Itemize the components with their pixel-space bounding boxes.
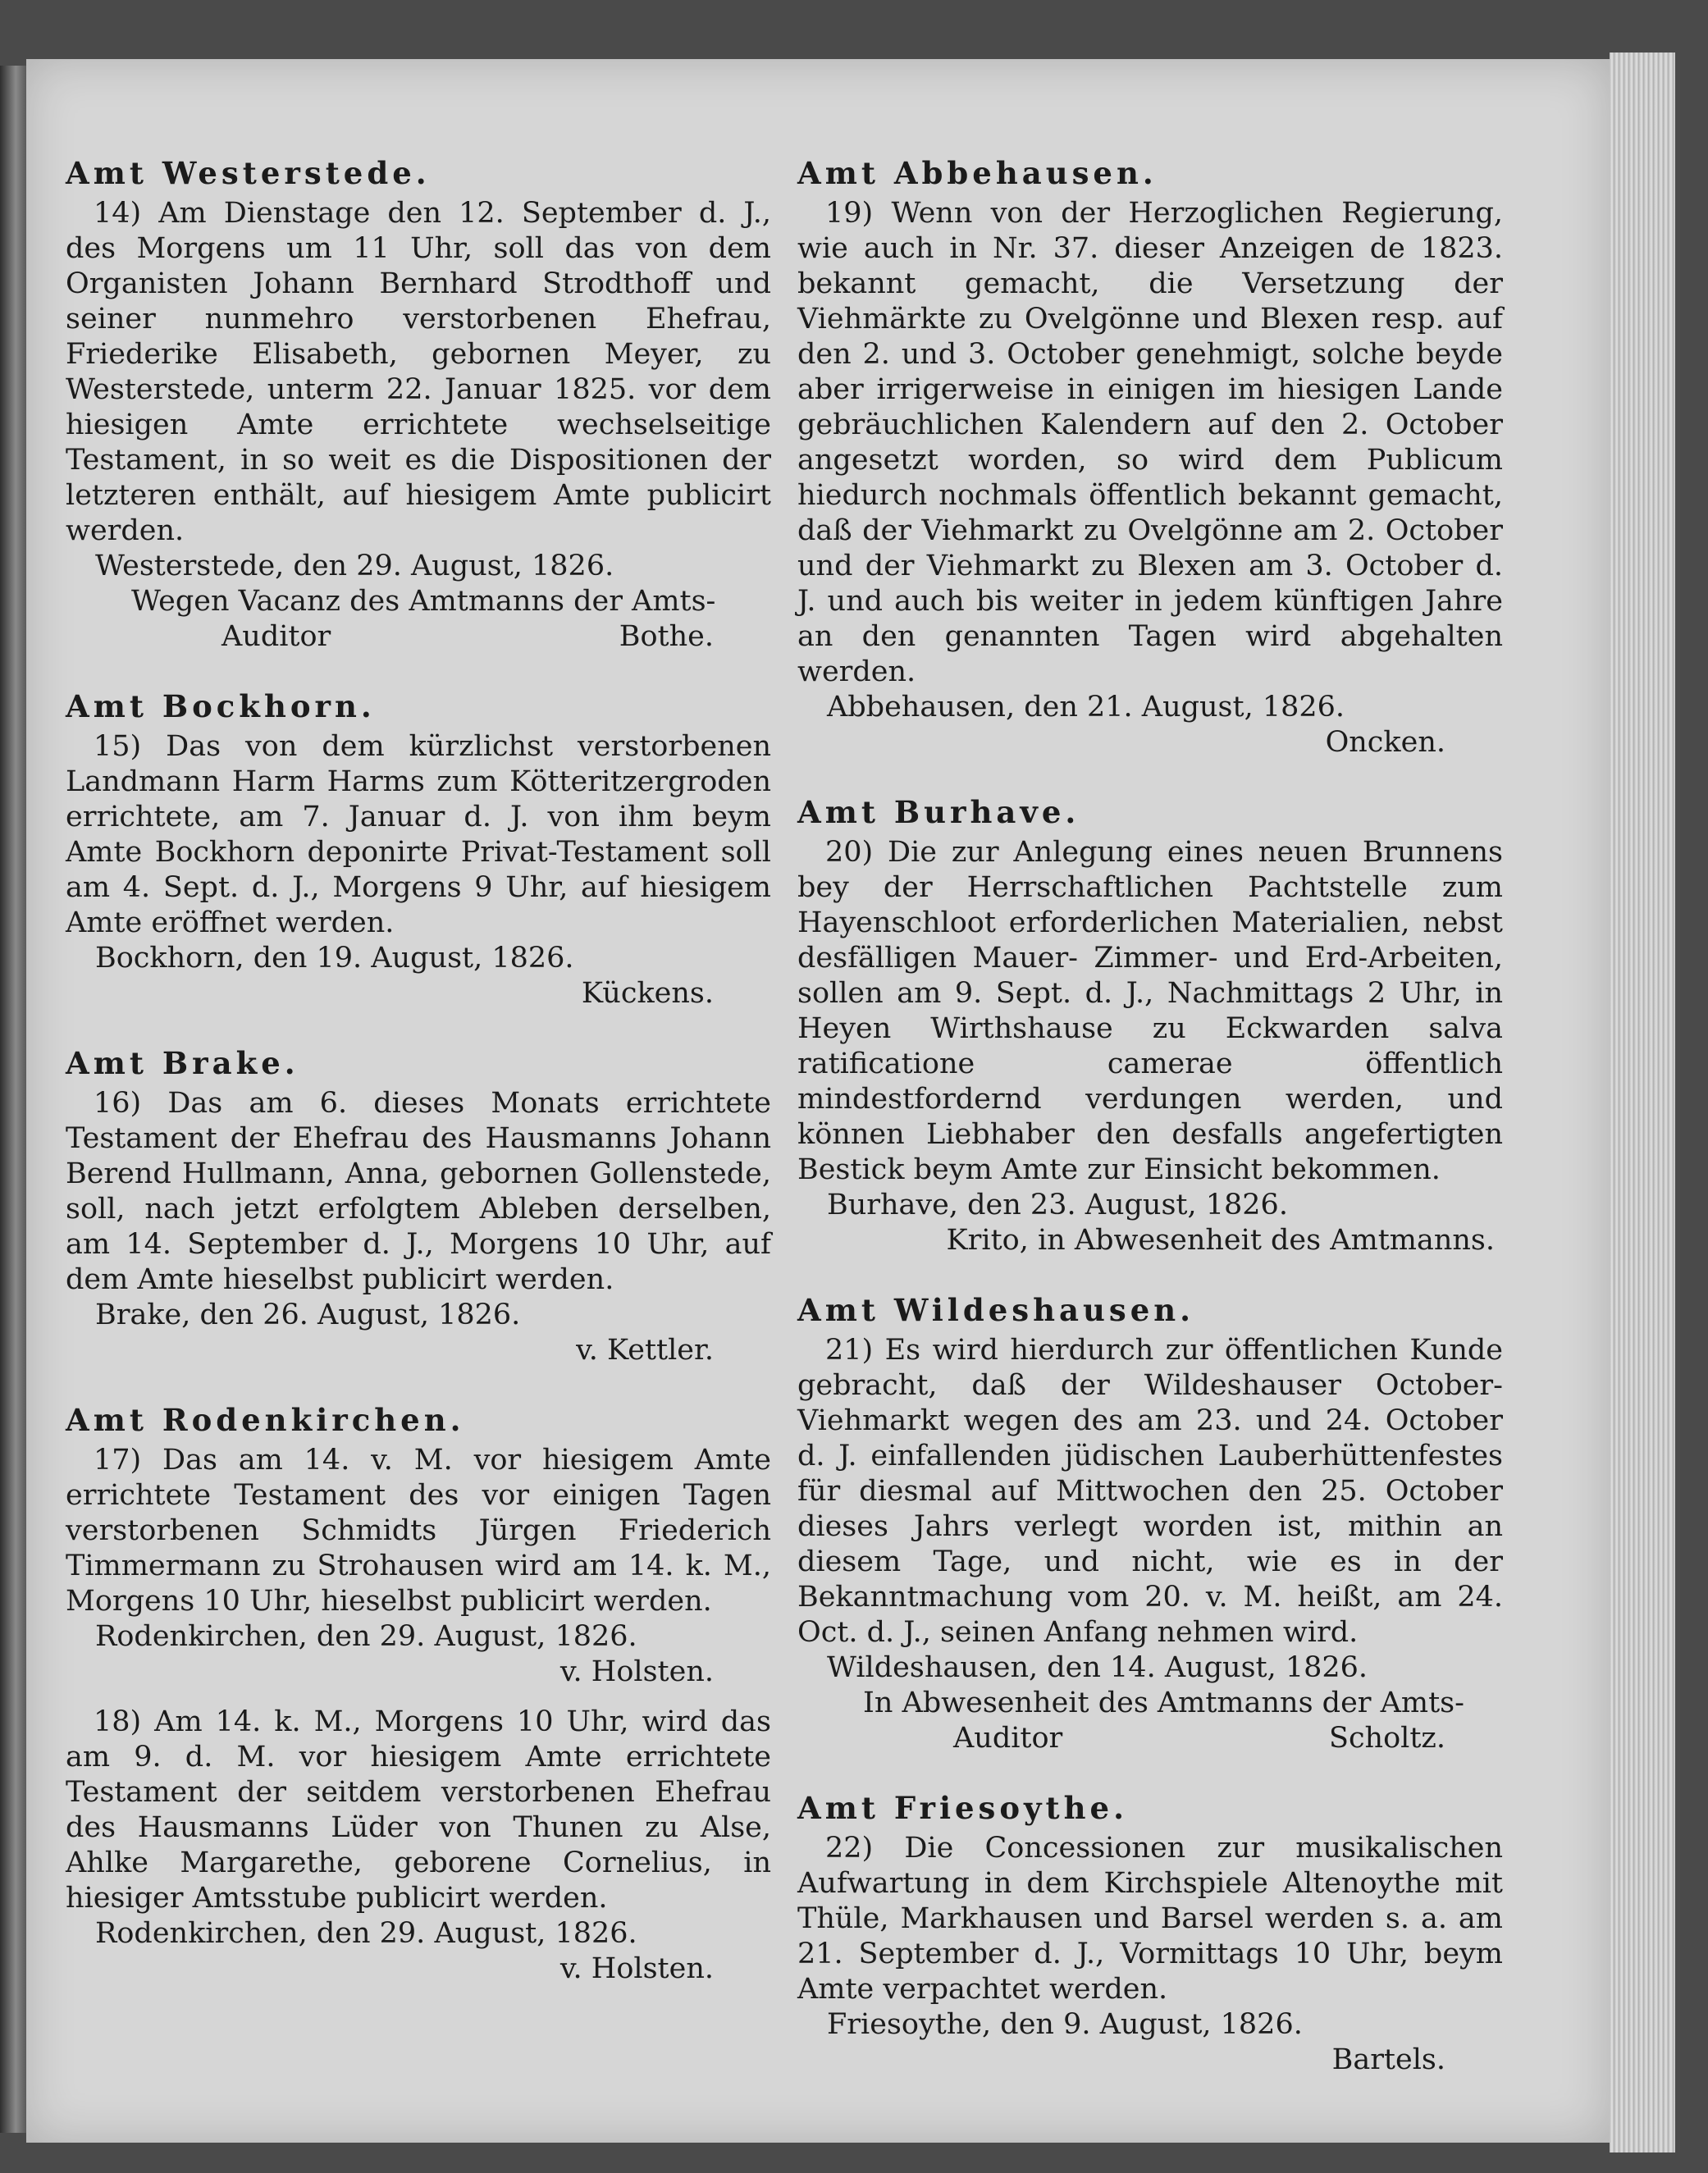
dateline: Friesoythe, den 9. August, 1826. bbox=[827, 2008, 1303, 2041]
document-page bbox=[26, 59, 1610, 2143]
signature-role: Auditor bbox=[953, 1722, 1063, 1755]
signature-row bbox=[797, 1721, 1503, 1756]
dateline: Brake, den 26. August, 1826. bbox=[95, 1299, 521, 1331]
signature: v. Kettler. bbox=[576, 1334, 714, 1367]
dateline: Westerstede, den 29. August, 1826. bbox=[95, 550, 614, 582]
signature-second: v. Holsten. bbox=[559, 1952, 714, 1985]
left-column bbox=[66, 156, 771, 2021]
section-heading: Amt Abbehausen. bbox=[797, 155, 1158, 191]
signature-lead: Wegen Vacanz des Amtmanns der Amts- bbox=[131, 585, 716, 618]
signature-name: Bothe. bbox=[619, 620, 714, 653]
notice-brake bbox=[66, 1046, 771, 1368]
notice-text: 20) Die zur Anlegung eines neuen Brunnens bey der Herrschaftlichen Pachtstelle zum Hayenschloot erforderlichen Materialien, nebst desfälligen Mauer- Zimmer- und Erd-Arbeiten, sollen am 9. Sept. d. J., Nachmittags 2 Uhr, in Heyen Wirthshause zu Eckwarden salva ratificatione camerae öffentlich mindestfordernd verdungen werden, und können Liebhaber den desfalls angefertigten Bestick beym Amte zur Einsicht bekommen. bbox=[797, 836, 1503, 1186]
notice-text: 14) Am Dienstage den 12. September d. J., des Morgens um 11 Uhr, soll das von dem Organisten Johann Bernhard Strodthoff und seiner nunmehro verstorbenen Ehefrau, Friederike Elisabeth, gebornen Meyer, zu Westerstede, unterm 22. Januar 1825. vor dem hiesigen Amte errichtete wechselseitige Testament, in so weit es die Dispositionen der letzteren enthält, auf hiesigem Amte publicirt werden. bbox=[66, 197, 771, 547]
notice-wildeshausen bbox=[797, 1293, 1503, 1756]
section-heading: Amt Burhave. bbox=[797, 794, 1080, 830]
section-heading: Amt Westerstede. bbox=[66, 155, 431, 191]
notice-bockhorn bbox=[66, 689, 771, 1011]
section-heading: Amt Friesoythe. bbox=[797, 1790, 1128, 1826]
notice-text: 15) Das von dem kürzlichst verstorbenen Landmann Harm Harms zum Kötteritzergroden errichtete, am 7. Januar d. J. von ihm beym Amte Bockhorn deponirte Privat-Testament soll am 4. Sept. d. J., Morgens 9 Uhr, auf hiesigem Amte eröffnet werden. bbox=[66, 730, 771, 939]
notice-abbehausen bbox=[797, 156, 1503, 760]
section-heading: Amt Rodenkirchen. bbox=[66, 1402, 465, 1438]
dateline-second: Rodenkirchen, den 29. August, 1826. bbox=[95, 1917, 637, 1950]
dateline: Rodenkirchen, den 29. August, 1826. bbox=[95, 1620, 637, 1653]
page-stack-edge bbox=[1610, 52, 1675, 2152]
notice-text: 19) Wenn von der Herzoglichen Regierung, wie auch in Nr. 37. dieser Anzeigen de 1823. bekannt gemacht, die Versetzung der Viehmärkte zu Ovelgönne und Blexen resp. auf den 2. und 3. October genehmigt, solche beyde aber irrigerweise in einigen im hiesigen Lande gebräuchlichen Kalendern auf den 2. October angesetzt worden, so wird dem Publicum hiedurch nochmals öffentlich bekannt gemacht, daß der Viehmarkt zu Ovelgönne am 2. October und der Viehmarkt zu Blexen am 3. October d. J. und auch bis weiter in jedem künftigen Jahre an den genannten Tagen wird abgehalten werden. bbox=[797, 197, 1503, 688]
section-heading: Amt Wildeshausen. bbox=[797, 1292, 1195, 1328]
notice-text: 17) Das am 14. v. M. vor hiesigem Amte errichtete Testament des vor einigen Tagen verstorbenen Schmidts Jürgen Friederich Timmermann zu Strohausen wird am 14. k. M., Morgens 10 Uhr, hieselbst publicirt werden. bbox=[66, 1444, 771, 1618]
notice-text-second: 18) Am 14. k. M., Morgens 10 Uhr, wird das am 9. d. M. vor hiesigem Amte errichtete Testament der seitdem verstorbenen Ehefrau des Hausmanns Lüder von Thunen zu Alse, Ahlke Margarethe, geborene Cornelius, in hiesiger Amtsstube publicirt werden. bbox=[66, 1705, 771, 1915]
notice-text: 21) Es wird hierdurch zur öffentlichen Kunde gebracht, daß der Wildeshauser October-Viehmarkt wegen des am 23. und 24. October d. J. einfallenden jüdischen Lauberhüttenfestes für diesmal auf Mittwochen den 25. October dieses Jahrs verlegt worden ist, mithin an diesem Tage, und nicht, wie es in der Bekanntmachung vom 20. v. M. heißt, am 24. Oct. d. J., seinen Anfang nehmen wird. bbox=[797, 1334, 1503, 1649]
notice-burhave bbox=[797, 795, 1503, 1258]
signature: Kückens. bbox=[581, 977, 714, 1010]
dateline: Wildeshausen, den 14. August, 1826. bbox=[827, 1651, 1368, 1684]
signature-role: Auditor bbox=[221, 620, 331, 653]
right-column bbox=[797, 156, 1503, 2112]
section-heading: Amt Brake. bbox=[66, 1045, 299, 1081]
notice-friesoythe bbox=[797, 1791, 1503, 2078]
signature: Oncken. bbox=[1325, 726, 1445, 759]
notice-westerstede bbox=[66, 156, 771, 655]
dateline: Abbehausen, den 21. August, 1826. bbox=[827, 691, 1345, 724]
section-heading: Amt Bockhorn. bbox=[66, 688, 376, 724]
previous-page-edge bbox=[0, 66, 26, 2133]
signature: v. Holsten. bbox=[559, 1655, 714, 1688]
notice-rodenkirchen bbox=[66, 1403, 771, 1987]
signature: Krito, in Abwesenheit des Amtmanns. bbox=[946, 1224, 1495, 1257]
notice-text: 16) Das am 6. dieses Monats errichtete Testament der Ehefrau des Hausmanns Johann Berend Hullmann, Anna, gebornen Gollenstede, soll, nach jetzt erfolgtem Ableben derselben, am 14. September d. J., Morgens 10 Uhr, auf dem Amte hieselbst publicirt werden. bbox=[66, 1087, 771, 1296]
dateline: Burhave, den 23. August, 1826. bbox=[827, 1189, 1288, 1221]
signature-name: Scholtz. bbox=[1328, 1722, 1445, 1755]
signature: Bartels. bbox=[1331, 2043, 1445, 2076]
dateline: Bockhorn, den 19. August, 1826. bbox=[95, 942, 574, 975]
signature-lead: In Abwesenheit des Amtmanns der Amts- bbox=[863, 1687, 1464, 1719]
notice-text: 22) Die Concessionen zur musikalischen Aufwartung in dem Kirchspiele Altenoythe mit Thüle, Markhausen und Barsel werden s. a. am 21. September d. J., Vormittags 10 Uhr, beym Amte verpachtet werden. bbox=[797, 1832, 1503, 2006]
signature-row bbox=[66, 619, 771, 655]
